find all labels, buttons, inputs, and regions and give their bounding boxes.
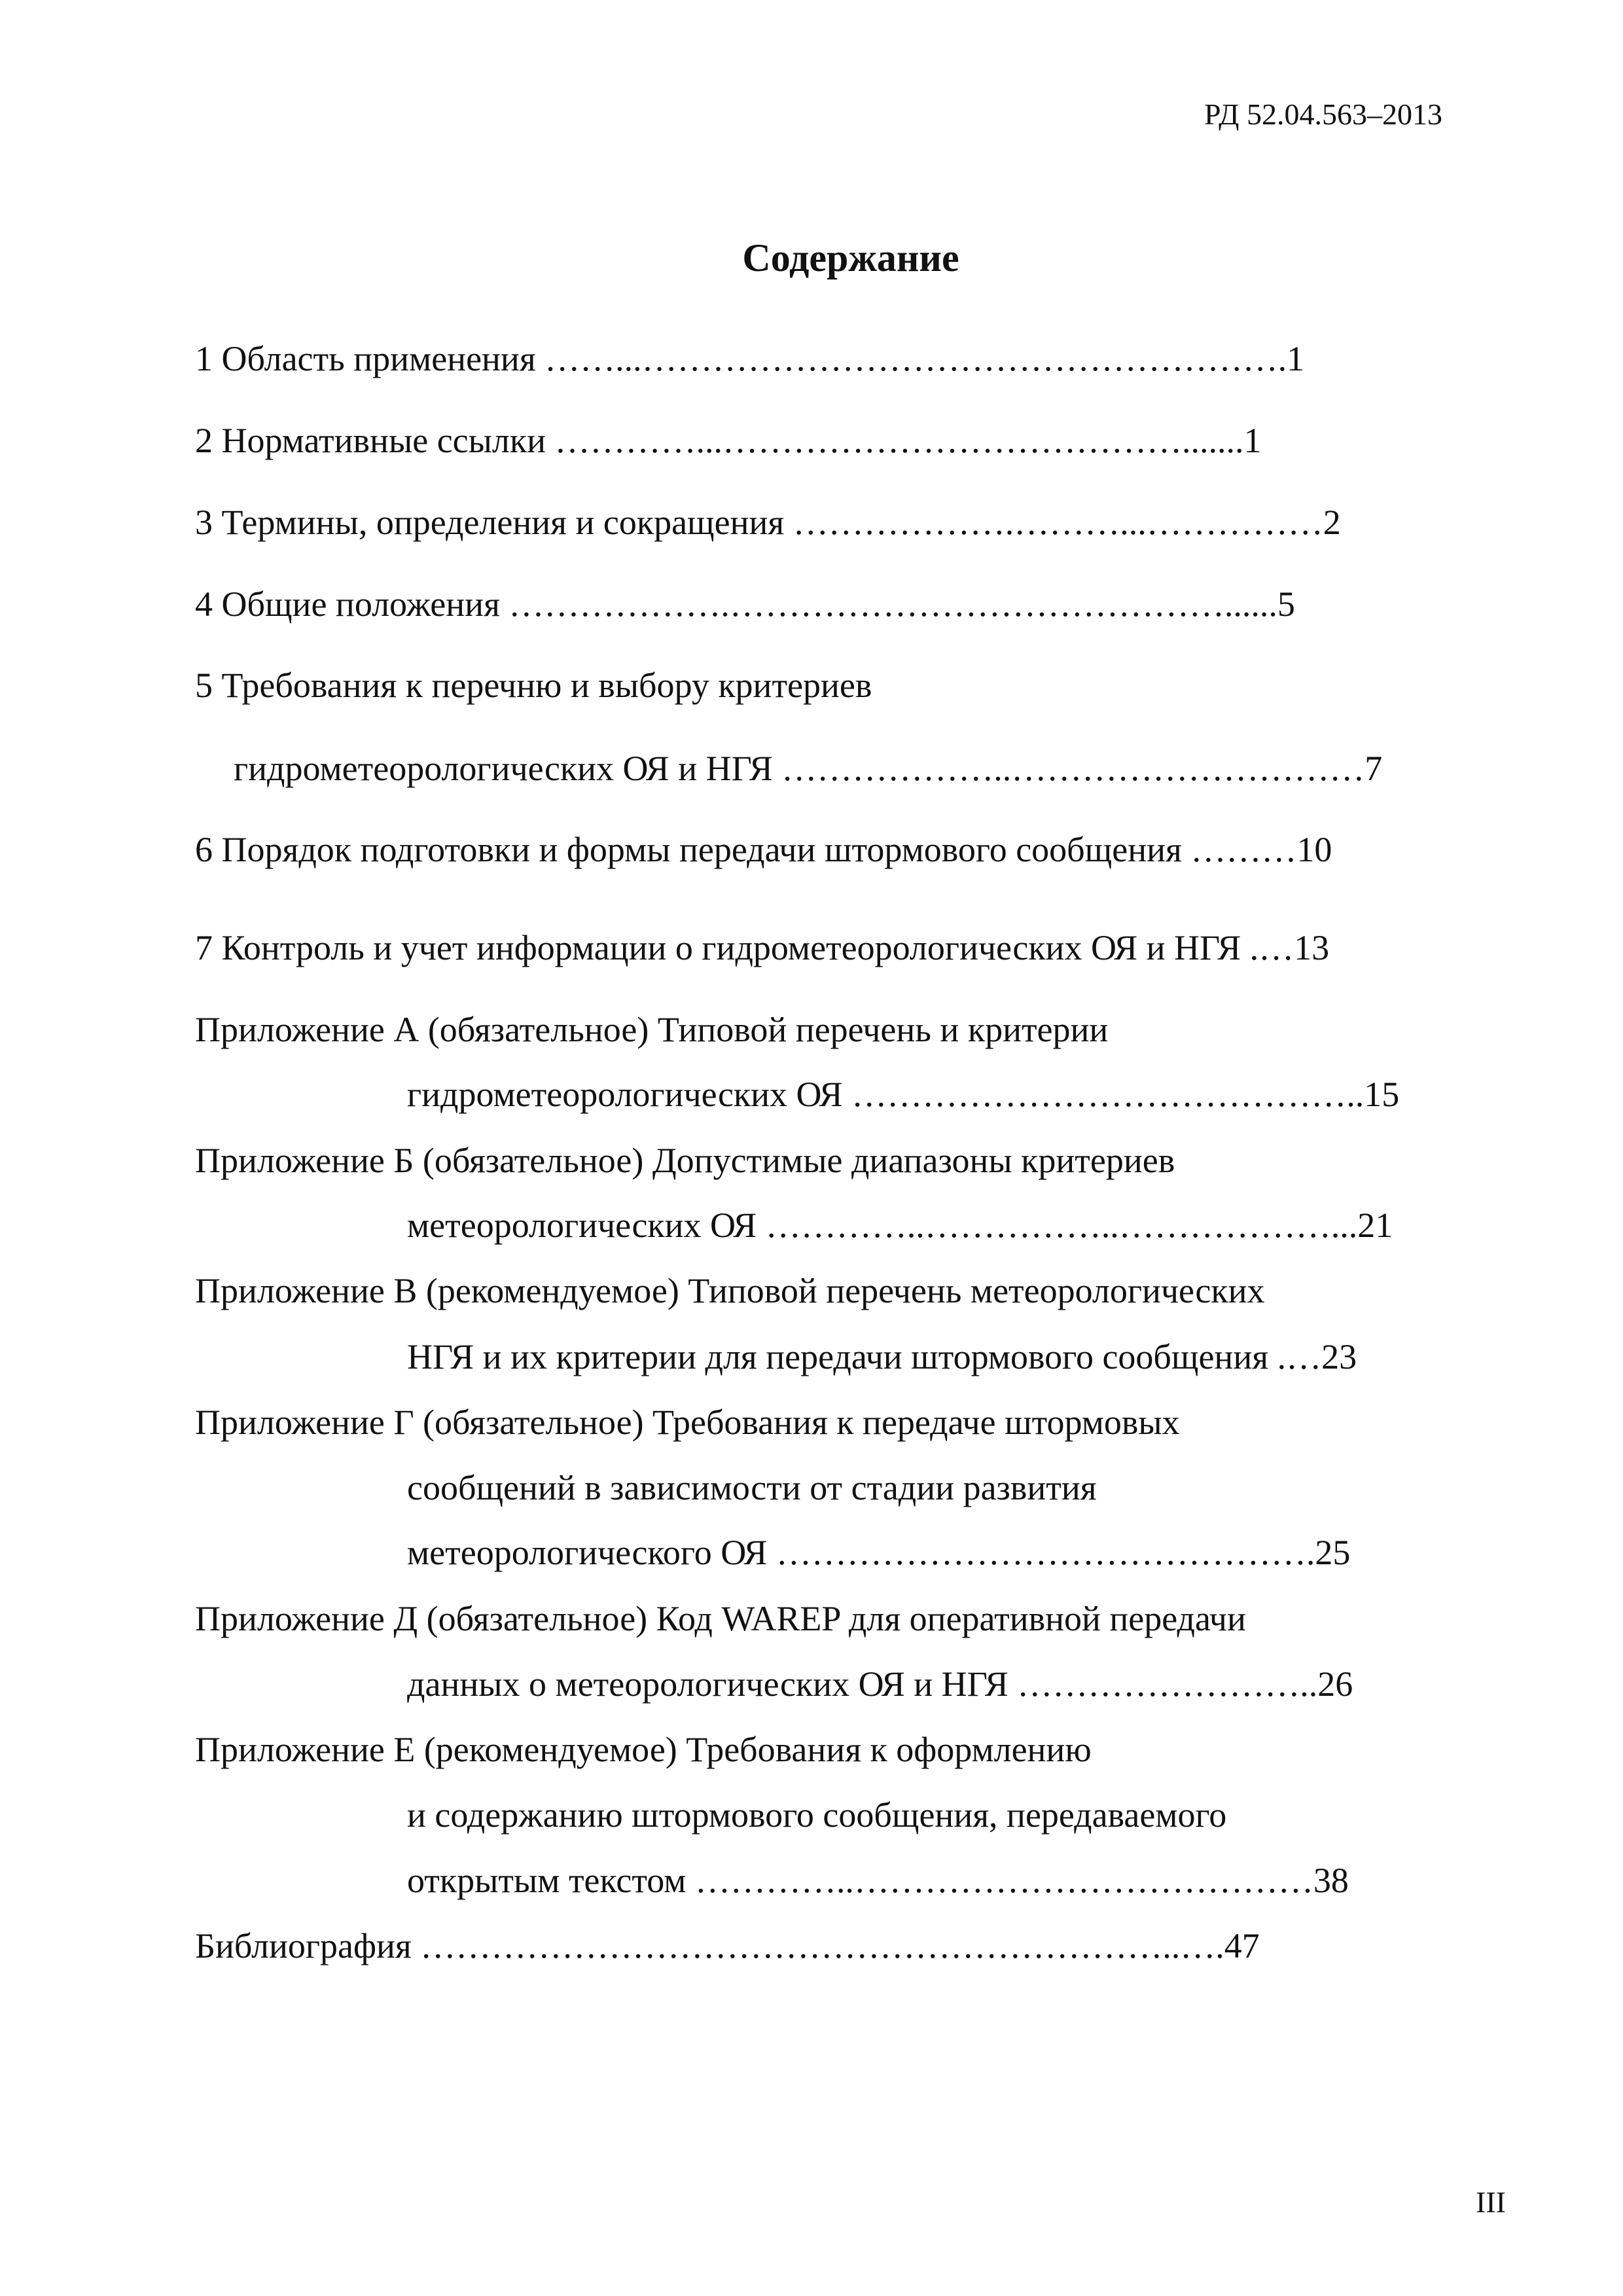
toc-entry-1: 1 Область применения ……...……………………………………………….1 [195,339,1305,378]
toc-entry-4: 4 Общие положения ……………….……………………………………......5 [195,584,1295,624]
toc-appendix-e-line-3: открытым текстом …………..…………………………………38 [407,1861,1349,1900]
toc-appendix-e-line-1: Приложение Е (рекомендуемое) Требования к оформлению [195,1730,1092,1769]
toc-bibliography: Библиография ………………………………………………………..….47 [195,1926,1260,1965]
toc-appendix-b-line-1: Приложение Б (обязательное) Допустимые диапазоны критериев [195,1141,1175,1180]
toc-entry-3: 3 Термины, определения и сокращения ……………….………...……………2 [195,503,1341,542]
toc-entry-7: 7 Контроль и учет информации о гидрометеорологических ОЯ и НГЯ .…13 [195,928,1330,967]
toc-appendix-a-line-2: гидрометеорологических ОЯ ……………………………………..15 [407,1075,1400,1114]
toc-appendix-g-line-3: метеорологического ОЯ ……………………………………….25 [407,1533,1351,1572]
toc-entry-6: 6 Порядок подготовки и формы передачи штормового сообщения ………10 [195,830,1332,869]
toc-entry-5-line-1: 5 Требования к перечню и выбору критериев [195,666,872,705]
document-number: РД 52.04.563–2013 [1204,98,1443,131]
toc-appendix-v-line-2: НГЯ и их критерии для передачи штормового сообщения .…23 [407,1337,1357,1376]
toc-entry-2: 2 Нормативные ссылки …………...………………………………….......1 [195,421,1262,460]
toc-appendix-g-line-1: Приложение Г (обязательное) Требования к передаче штормовых [195,1403,1180,1442]
toc-appendix-b-line-2: метеорологических ОЯ …………..……………..………………...21 [407,1206,1393,1245]
toc-appendix-d-line-2: данных о метеорологических ОЯ и НГЯ ……………………..26 [407,1664,1353,1704]
toc-appendix-g-line-2: сообщений в зависимости от стадии развития [407,1468,1097,1507]
toc-appendix-d-line-1: Приложение Д (обязательное) Код WAREP для оперативной передачи [195,1599,1246,1638]
toc-entry-5-line-2: гидрометеорологических ОЯ и НГЯ ………………..…………………………7 [234,749,1383,788]
toc-appendix-e-line-2: и содержанию штормового сообщения, передаваемого [407,1795,1227,1835]
page-title: Содержание [742,236,959,279]
page-number: III [1476,2185,1506,2219]
toc-appendix-v-line-1: Приложение В (рекомендуемое) Типовой перечень метеорологических [195,1271,1265,1310]
toc-appendix-a-line-1: Приложение А (обязательное) Типовой перечень и критерии [195,1010,1109,1049]
